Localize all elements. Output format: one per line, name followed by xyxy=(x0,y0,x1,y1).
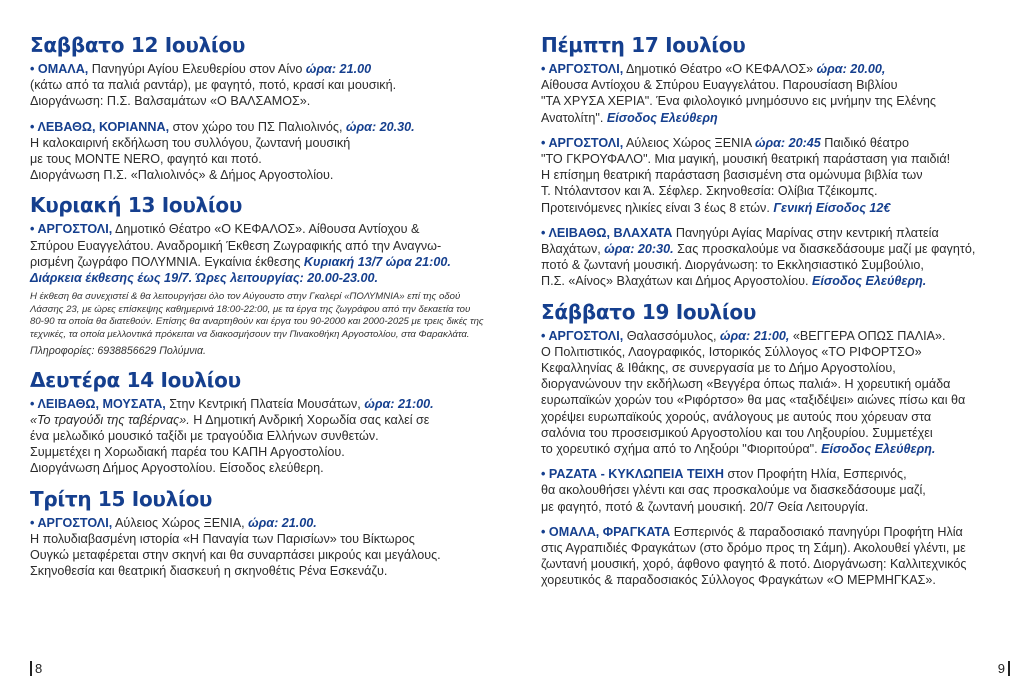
event-omala: • ΟΜΑΛΑ, Πανηγύρι Αγίου Ελευθερίου στον Αίνο ώρα: 21.00 (κάτω από τα παλιά ραντάρ), με φαγητό, ποτό, κρασί και μουσική. Διοργάνωση: Π.Σ. Βαλσαμάτων «Ο ΒΑΛΣΑΜΟΣ». xyxy=(30,62,397,109)
bullet-icon: • xyxy=(30,396,38,411)
section-heading-tue-15: Τρίτη 15 Ιουλίου xyxy=(30,486,213,511)
bullet-icon: • xyxy=(30,515,38,530)
page-number: 8 xyxy=(30,661,42,676)
right-page xyxy=(512,0,1024,682)
right-column xyxy=(541,32,996,598)
left-column xyxy=(30,32,485,588)
event-argostoli-exhibition: • ΑΡΓΟΣΤΟΛΙ, Δημοτικό Θέατρο «Ο ΚΕΦΑΛΟΣ». Αίθουσα Αντίοχου & Σπύρου Ευαγγελάτου. Αναδρομική Έκθεση Ζωγραφικής από την Αναγνω- ρισμένη ζωγράφο ΠΟΛΥΜΝΙΑ. Εγκαίνια έκθεσης Κυριακή 13/7 ώρα 21:00. Διάρκεια έκθεσης έως 19/7. Ώρες λειτουργίας: 20.00-23.00. xyxy=(30,222,451,286)
bullet-icon: • xyxy=(30,222,38,237)
bullet-icon: • xyxy=(541,328,549,343)
event-levatho-korianna: • ΛΕΒΑΘΩ, ΚΟΡΙΑΝΝΑ, στον χώρο του ΠΣ Παλιολινός, ώρα: 20.30. Η καλοκαιρινή εκδήλωση του συλλόγου, ζωντανή μουσική με τους MONTE NERO, φαγητό και ποτό. Διοργάνωση Π.Σ. «Παλιολινός» & Δήμος Αργοστολίου. xyxy=(30,119,415,183)
page-number: 9 xyxy=(998,661,1010,676)
event-argostoli-xenia: • ΑΡΓΟΣΤΟΛΙ, Αύλειος Χώρος ΞΕΝΙΑ, ώρα: 21.00. Η πολυδιαβασμένη ιστορία «Η Παναγία των Παρισίων» του Βίκτωρος Ουγκώ μεταφέρεται στην σκηνή και θα συναρπάσει μικρούς και μεγάλους. Σκηνοθεσία και θεατρική διασκευή η σκηνοθέτις Ρένα Εσκενάζυ. xyxy=(30,515,441,579)
bullet-icon: • xyxy=(30,62,38,76)
bullet-icon: • xyxy=(541,62,549,76)
exhibition-note: Η έκθεση θα συνεχιστεί & θα λειτουργήσει όλο τον Αύγουστο στην Γκαλερί «ΠΟΛΥΜΝΙΑ» επί της οδού Λάσσης 23, με ώρες επίσκεψης καθημερινά 18:00-22:00, με τα έργα της ζωγράφου από την δεκαετία του 80-90 τα οποία θα διατεθούν. Επίσης θα αναρτηθούν και έργα του 90-2000 και 2000-2025 με τρεις δικές της τεχνικές, τα οποία μελλοντικά πρόκειται να διακοσμήσουν την Πινακοθήκη Αργοστολίου, στα Φαρακλάτα. xyxy=(30,291,484,341)
section-heading-sun-13: Κυριακή 13 Ιουλίου xyxy=(30,193,243,218)
event-omala-fragkata: • ΟΜΑΛΑ, ΦΡΑΓΚΑΤΑ Εσπερινός & παραδοσιακό πανηγύρι Προφήτη Ηλία στις Αγραπιδιές Φραγκάτων (στο δρόμο προς τη Σάμη). Ακολουθεί γλέντι, με ζωντανή μουσική, χορό, άφθονο φαγητό & ποτό. Διοργάνωση: Καλλιτεχνικός χορευτικός & παραδοσιακός Σύλλογος Φραγκάτων «Ο ΜΕΡΜΗΓΚΑΣ». xyxy=(541,524,967,588)
bullet-icon: • xyxy=(541,225,549,240)
event-leivatho-vlachata: • ΛΕΙΒΑΘΩ, ΒΛΑΧΑΤΑ Πανηγύρι Αγίας Μαρίνας στην κεντρική πλατεία Βλαχάτων, ώρα: 20:30. Σας προσκαλούμε να διασκεδάσουμε μαζί με φαγητό, ποτό & ζωντανή μουσική. Διοργάνωση: το Εκκλησιαστικό Συμβούλιο, Π.Σ. «Αίνος» Βλαχάτων και Δήμος Αργοστολίου. Είσοδος Ελεύθερη. xyxy=(541,225,976,289)
event-argostoli-book: • ΑΡΓΟΣΤΟΛΙ, Δημοτικό Θέατρο «Ο ΚΕΦΑΛΟΣ» ώρα: 20.00, Αίθουσα Αντίοχου & Σπύρου Ευαγγελάτου. Παρουσίαση Βιβλίου "ΤΑ ΧΡΥΣΑ ΧΕΡΙΑ". Ένα φιλολογικό μνημόσυνο εις μνήμην της Ελένης Ανατολίτη". Είσοδος Ελεύθερη xyxy=(541,62,936,125)
bullet-icon: • xyxy=(30,119,38,134)
section-heading-mon-14: Δευτέρα 14 Ιουλίου xyxy=(30,367,241,392)
bullet-icon: • xyxy=(541,135,549,150)
bullet-icon: • xyxy=(541,524,549,539)
section-heading-sat-19: Σάββατο 19 Ιουλίου xyxy=(541,299,757,324)
section-heading-sat-12: Σαββατο 12 Ιουλίου xyxy=(30,33,246,57)
event-argostoli-theatre: • ΑΡΓΟΣΤΟΛΙ, Αύλειος Χώρος ΞΕΝΙΑ ώρα: 20:45 Παιδικό θέατρο "ΤΟ ΓΚΡΟΥΦΑΛΟ". Μια μαγική, μουσική θεατρική παράσταση για παιδιά! Η επίσημη θεατρική παράσταση βασισμένη στα ομώνυμα βιβλία των Τ. Ντόλαντσον και Ά. Σέφλερ. Σκηνοθεσία: Ολίβια Τζέικομπς. Προτεινόμενες ηλικίες είναι 3 έως 8 ετών. Γενική Είσοδος 12€ xyxy=(541,135,951,215)
bullet-icon: • xyxy=(541,467,549,482)
exhibition-info: Πληροφορίες: 6938856629 Πολύμνια. xyxy=(30,344,206,357)
event-argostoli-veggera: • ΑΡΓΟΣΤΟΛΙ, Θαλασσόμυλος, ώρα: 21:00, «ΒΕΓΓΕΡΑ ΟΠΩΣ ΠΑΛΙΑ». Ο Πολιτιστικός, Λαογραφικός, Ιστορικός Σύλλογος «ΤΟ ΡΙΦΟΡΤΣΟ» Κεφαλληνίας & Ιθάκης, σε συνεργασία με το Δήμο Αργοστολίου, διοργανώνουν την εκδήλωση «Βεγγέρα όπως παλιά». Η χορευτική ομάδα ευρωπαϊκών χορών του «Ριφόρτσο» θα μας «ταξιδέψει» αιώνες πίσω και θα χορέψει ευρωπαϊκούς χορούς, ανάλογους με αυτούς που χόρευαν στα σαλόνια του προσεισμικού Αργοστολίου και του Ληξουρίου. Συμμετέχει το χορευτικό σχήμα από το Ληξούρι "Φιοριτούρα". Είσοδος Ελεύθερη. xyxy=(541,328,966,457)
event-razata: • ΡΑΖΑΤΑ - ΚΥΚΛΩΠΕΙΑ ΤΕΙΧΗ στον Προφήτη Ηλία, Εσπερινός, θα ακολουθήσει γλέντι και σας προσκαλούμε να διασκεδάσουμε μαζί, με φαγητό, ποτό & ζωντανή μουσική. 20/7 Θεία Λειτουργία. xyxy=(541,467,926,514)
event-leivatho-mousata: • ΛΕΙΒΑΘΩ, ΜΟΥΣΑΤΑ, Στην Κεντρική Πλατεία Μουσάτων, ώρα: 21:00. «Το τραγούδι της ταβέρνας». Η Δημοτική Ανδρική Χορωδία σας καλεί σε ένα μελωδικό μουσικό ταξίδι με τραγούδια Ελλήνων συνθετών. Συμμετέχει η Χορωδιακή παρέα του ΚΑΠΗ Αργοστολίου. Διοργάνωση Δήμος Αργοστολίου. Είσοδος ελεύθερη. xyxy=(30,396,434,476)
section-heading-thu-17: Πέμπτη 17 Ιουλίου xyxy=(541,33,746,57)
